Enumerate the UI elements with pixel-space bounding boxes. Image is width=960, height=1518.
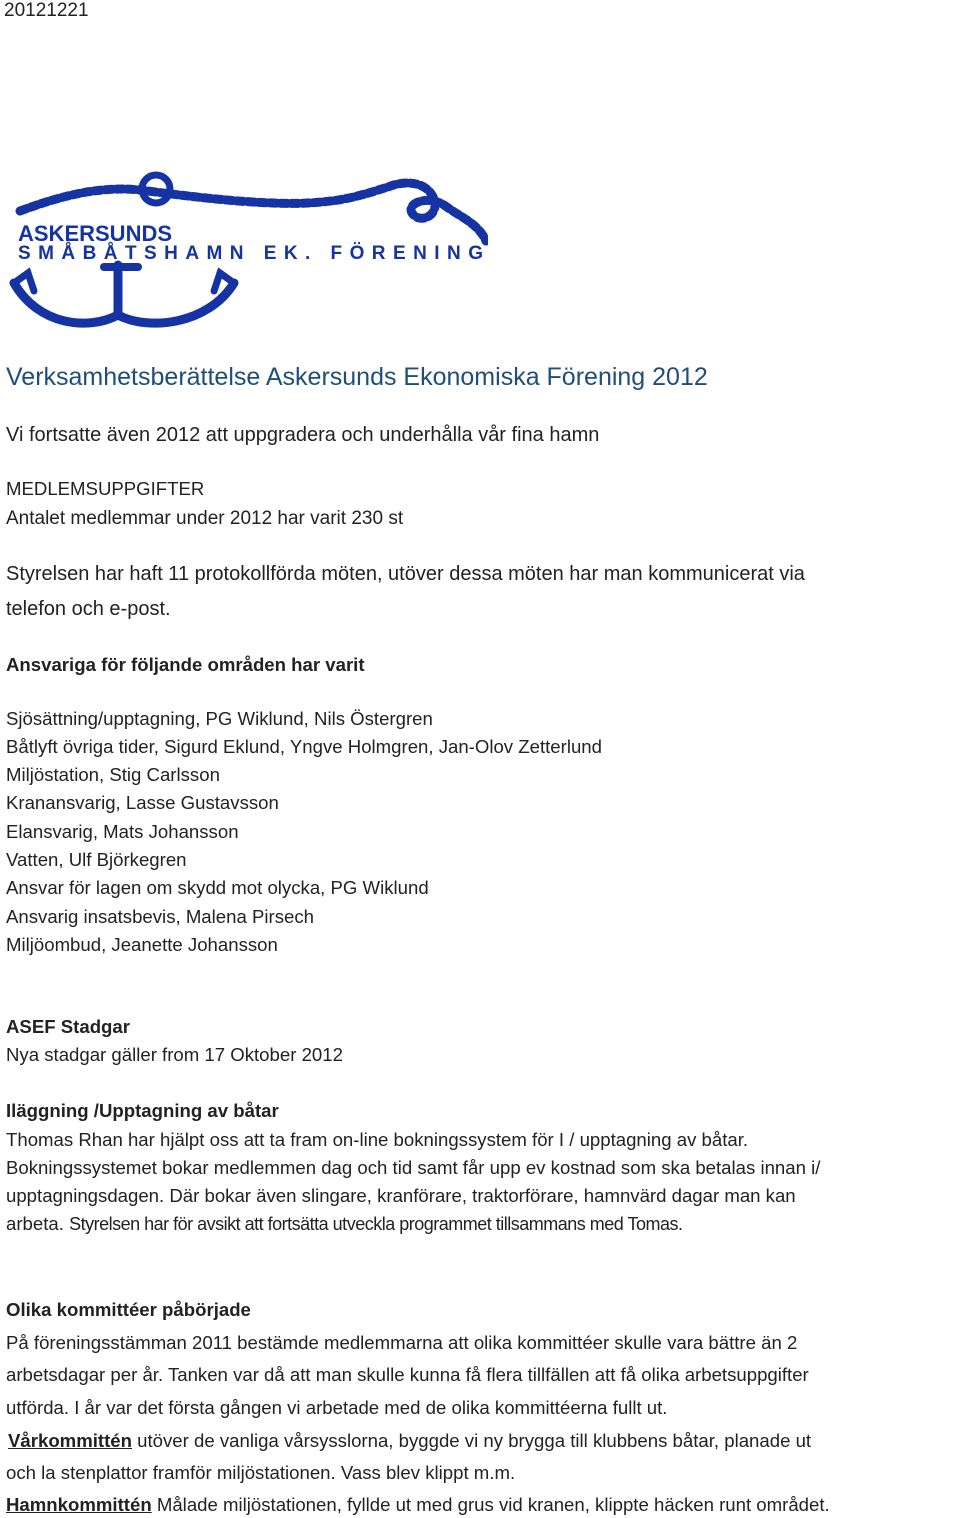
launch-text-line1: Thomas Rhan har hjälpt oss att ta fram on-line bokningssystem för I / upptagning av båtar. xyxy=(6,1129,749,1150)
document-title: Verksamhetsberättelse Askersunds Ekonomiska Förening 2012 xyxy=(6,363,708,391)
board-text-line1: Styrelsen har haft 11 protokollförda möten, utöver dessa möten har man kommunicerat via xyxy=(6,563,805,585)
launch-text-line3: upptagningsdagen. Där bokar även slingare, kranförare, traktorförare, hamnvärd dagar man kan xyxy=(6,1185,796,1206)
harbour-committee-line xyxy=(6,1494,830,1516)
spring-committee-line2: och la stenplattor framför miljöstationen. Vass blev klippt m.m. xyxy=(6,1462,516,1483)
committees-heading: Olika kommittéer påbörjade xyxy=(6,1299,251,1320)
committees-text-line2: arbetsdagar per år. Tanken var då att man skulle kunna få flera tillfällen att få olika arbetsuppgifter xyxy=(6,1364,809,1385)
responsible-item: Ansvarig insatsbevis, Malena Pirsech xyxy=(6,906,314,927)
harbour-committee-text: Målade miljöstationen, fyllde ut med grus vid kranen, klippte häcken runt området. xyxy=(151,1494,830,1515)
responsible-item: Sjösättning/upptagning, PG Wiklund, Nils Östergren xyxy=(6,708,433,729)
spring-committee-name: Vårkommittén xyxy=(8,1430,132,1451)
stadgar-heading: ASEF Stadgar xyxy=(6,1016,130,1037)
responsible-item: Miljöombud, Jeanette Johansson xyxy=(6,934,278,955)
committees-text-line3: utförda. I år var det första gången vi arbetade med de olika kommittéerna fullt ut. xyxy=(6,1397,668,1418)
harbour-committee-name: Hamnkommittén xyxy=(6,1494,152,1515)
responsible-item: Kranansvarig, Lasse Gustavsson xyxy=(6,792,279,813)
anchor-arms-shape xyxy=(14,283,234,323)
logo-text-line2: SMÅBÅTSHAMN EK. FÖRENING xyxy=(18,243,483,264)
launch-text-line2: Bokningssystemet bokar medlemmen dag och tid samt får upp ev kostnad som ska betalas innan i/ xyxy=(6,1157,821,1178)
members-heading: MEDLEMSUPPGIFTER xyxy=(6,478,205,499)
launch-heading: Iläggning /Upptagning av båtar xyxy=(6,1100,279,1121)
stadgar-text: Nya stadgar gäller from 17 Oktober 2012 xyxy=(6,1044,343,1065)
association-logo xyxy=(8,165,488,333)
logo-text-line1: ASKERSUNDS xyxy=(18,221,173,246)
intro-text: Vi fortsatte även 2012 att uppgradera och underhålla vår fina hamn xyxy=(6,424,600,446)
launch-text-line4a: arbeta. xyxy=(6,1213,70,1234)
spring-committee-line xyxy=(8,1430,811,1452)
responsible-item: Miljöstation, Stig Carlsson xyxy=(6,764,220,785)
responsible-item: Vatten, Ulf Björkegren xyxy=(6,849,187,870)
responsible-item: Elansvarig, Mats Johansson xyxy=(6,821,239,842)
responsible-item: Ansvar för lagen om skydd mot olycka, PG Wiklund xyxy=(6,877,429,898)
committees-text-line1: På föreningsstämman 2011 bestämde medlemmarna att olika kommittéer skulle vara bättre än 2 xyxy=(6,1332,798,1353)
board-text-line2: telefon och e-post. xyxy=(6,598,171,620)
responsible-heading: Ansvariga för följande områden har varit xyxy=(6,654,365,675)
launch-text-line4 xyxy=(6,1213,682,1235)
responsible-item: Båtlyft övriga tider, Sigurd Eklund, Yngve Holmgren, Jan-Olov Zetterlund xyxy=(6,736,602,757)
spring-committee-text: utöver de vanliga vårsysslorna, byggde vi ny brygga till klubbens båtar, planade ut xyxy=(132,1430,812,1451)
launch-text-line4b: Styrelsen har för avsikt att fortsätta utveckla programmet tillsammans med Tomas. xyxy=(69,1214,683,1234)
document-date: 20121221 xyxy=(4,0,89,21)
members-text: Antalet medlemmar under 2012 har varit 230 st xyxy=(6,508,404,529)
